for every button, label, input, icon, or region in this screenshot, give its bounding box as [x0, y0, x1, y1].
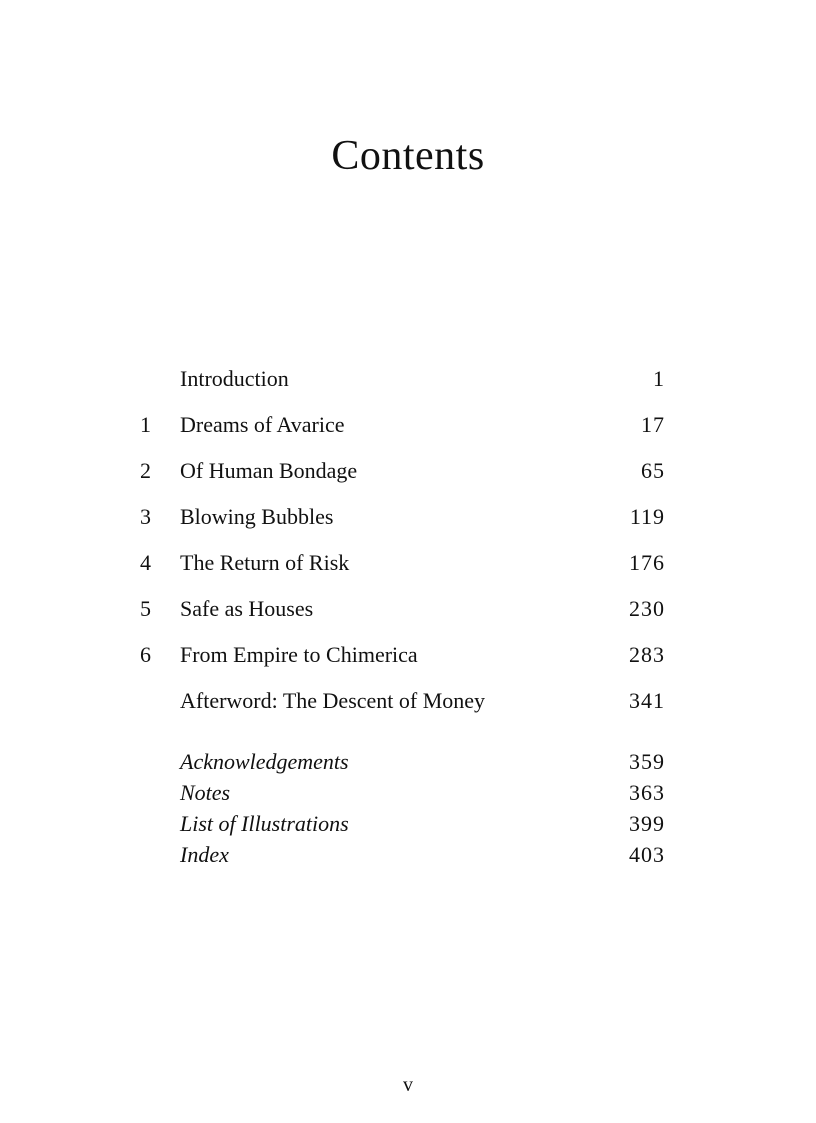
page-number: 176 — [629, 550, 665, 575]
page-number: 399 — [629, 811, 665, 836]
toc-entry-chapter-4[interactable] — [140, 548, 670, 578]
page-number: 230 — [629, 596, 665, 621]
chapter-number: 2 — [140, 458, 151, 483]
page-number: 403 — [629, 842, 665, 867]
page-number: 65 — [641, 458, 665, 483]
chapter-title: Afterword: The Descent of Money — [180, 688, 486, 713]
back-matter-title: List of Illustrations — [180, 811, 349, 836]
chapter-title: Introduction — [180, 366, 289, 391]
back-matter-title: Index — [180, 842, 229, 867]
toc-entry-chapter-2[interactable] — [140, 456, 670, 486]
toc-entry-index[interactable] — [140, 840, 670, 870]
chapter-number: 5 — [140, 596, 151, 621]
toc-entry-list-of-illustrations[interactable] — [140, 809, 670, 839]
page-number: 119 — [629, 504, 665, 529]
toc-entry-afterword[interactable] — [140, 686, 670, 716]
page-title: Contents — [331, 133, 485, 179]
page-number: 363 — [629, 780, 665, 805]
chapter-title: From Empire to Chimerica — [180, 642, 418, 667]
toc-entry-chapter-5[interactable] — [140, 594, 670, 624]
chapter-title: The Return of Risk — [180, 550, 350, 575]
chapter-number: 4 — [140, 550, 151, 575]
chapter-number: 1 — [140, 412, 151, 437]
back-matter-title: Notes — [180, 780, 231, 805]
toc-entry-chapter-6[interactable] — [140, 640, 670, 670]
chapter-title: Safe as Houses — [180, 596, 314, 621]
page-number: 283 — [629, 642, 665, 667]
chapter-title: Of Human Bondage — [180, 458, 358, 483]
toc-entry-acknowledgements[interactable] — [140, 747, 670, 777]
toc-entry-notes[interactable] — [140, 778, 670, 808]
page-number: 1 — [653, 366, 665, 391]
toc-entry-chapter-1[interactable] — [140, 410, 670, 440]
toc-entry-chapter-3[interactable] — [140, 502, 670, 532]
back-matter-title: Acknowledgements — [180, 749, 349, 774]
page-number: 341 — [629, 688, 665, 713]
chapter-number: 3 — [140, 504, 151, 529]
toc-entry-introduction[interactable] — [140, 364, 670, 394]
chapter-title: Blowing Bubbles — [180, 504, 334, 529]
page-number: 17 — [641, 412, 665, 437]
page-folio: v — [403, 1074, 413, 1096]
chapter-title: Dreams of Avarice — [180, 412, 345, 437]
chapter-number: 6 — [140, 642, 151, 667]
page-number: 359 — [629, 749, 665, 774]
